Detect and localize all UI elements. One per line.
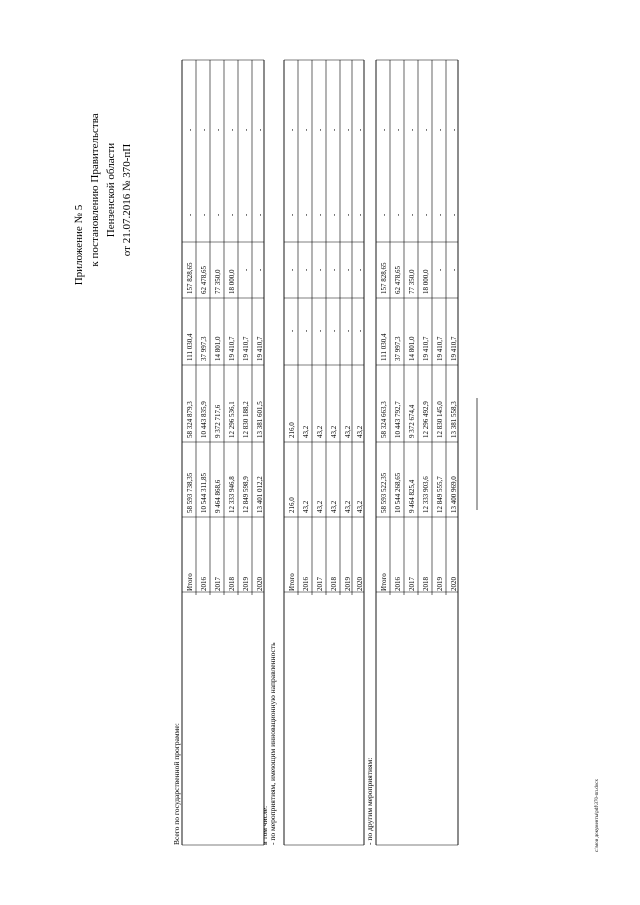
- section-label: в том числе:: [260, 805, 269, 845]
- cell-c3: -: [316, 268, 324, 272]
- cell-c2: 111 030,4: [380, 333, 388, 361]
- cell-year: 2020: [256, 577, 264, 591]
- cell-total: 216,0: [288, 497, 296, 513]
- cell-c4: -: [256, 213, 264, 217]
- cell-c1: 43,2: [316, 425, 324, 438]
- cell-c2: 19 410,7: [422, 336, 430, 361]
- cell-c1: 10 443 792,7: [394, 401, 402, 438]
- section-table-1: [172, 60, 264, 845]
- cell-c4: -: [316, 213, 324, 217]
- cell-total: 12 333 946,8: [228, 476, 236, 513]
- cell-year: 2017: [214, 577, 222, 591]
- cell-c3: -: [302, 268, 310, 272]
- cell-c1: 12 830 188,2: [242, 401, 250, 438]
- cell-c4: -: [394, 213, 402, 217]
- funding-tables: [172, 60, 458, 845]
- cell-c2: -: [330, 329, 338, 333]
- cell-c1: 43,2: [302, 425, 310, 438]
- cell-c3: 157 828,65: [186, 262, 194, 294]
- cell-c5: -: [200, 128, 208, 132]
- cell-c4: -: [288, 213, 296, 217]
- cell-c4: -: [214, 213, 222, 217]
- cell-total: 12 849 598,9: [242, 476, 250, 513]
- cell-c2: 14 801,0: [214, 336, 222, 361]
- cell-year: Итого: [380, 573, 388, 591]
- cell-year: 2016: [200, 577, 208, 591]
- section-table-2: [260, 60, 364, 845]
- cell-c1: 9 372 717,6: [214, 404, 222, 438]
- cell-c4: -: [302, 213, 310, 217]
- cell-total: 9 464 868,6: [214, 479, 222, 513]
- cell-c1: 216,0: [288, 422, 296, 438]
- cell-c4: -: [436, 213, 444, 217]
- cell-c1: 13 381 601,5: [256, 401, 264, 438]
- cell-total: 43,2: [344, 500, 352, 513]
- cell-year: Итого: [186, 573, 194, 591]
- cell-year: 2018: [330, 577, 338, 591]
- cell-c5: -: [422, 128, 430, 132]
- cell-c1: 43,2: [356, 425, 364, 438]
- section-label: Всего по государственной программе:: [172, 723, 181, 845]
- cell-c3: -: [288, 268, 296, 272]
- cell-c5: -: [408, 128, 416, 132]
- cell-c4: -: [330, 213, 338, 217]
- header-line-4: от 21.07.2016 № 370-пП: [121, 143, 133, 257]
- cell-c1: 58 324 879,3: [186, 401, 194, 438]
- cell-total: 10 544 311,85: [200, 473, 208, 513]
- cell-c2: 111 030,4: [186, 333, 194, 361]
- cell-c3: -: [344, 268, 352, 272]
- section-label: - по мероприятиям, имеющим инновационную направленность: [268, 642, 277, 845]
- cell-year: 2017: [316, 577, 324, 591]
- cell-c2: 14 801,0: [408, 336, 416, 361]
- cell-c3: -: [356, 268, 364, 272]
- cell-c4: -: [344, 213, 352, 217]
- cell-c2: -: [316, 329, 324, 333]
- cell-c2: -: [288, 329, 296, 333]
- cell-c2: 19 410,7: [242, 336, 250, 361]
- cell-c3: -: [436, 268, 444, 272]
- cell-year: 2016: [394, 577, 402, 591]
- cell-total: 10 544 268,65: [394, 472, 402, 513]
- header-line-1: Приложение № 5: [73, 204, 85, 286]
- cell-c1: 10 443 835,9: [200, 401, 208, 438]
- cell-c3: 77 350,0: [408, 269, 416, 294]
- cell-c5: -: [256, 128, 264, 132]
- cell-year: 2016: [302, 577, 310, 591]
- cell-c3: -: [256, 268, 264, 272]
- cell-c2: -: [356, 329, 364, 333]
- cell-c4: -: [242, 213, 250, 217]
- footer-file-path: c:\мои документы\pdf\370-пп.docx: [595, 779, 600, 852]
- cell-c1: 43,2: [344, 425, 352, 438]
- header-line-3: Пензенской области: [105, 142, 117, 238]
- cell-c4: -: [356, 213, 364, 217]
- section-label: - по другим мероприятиям:: [365, 757, 374, 845]
- cell-c5: -: [356, 128, 364, 132]
- cell-c5: -: [344, 128, 352, 132]
- cell-c3: -: [242, 268, 250, 272]
- cell-c4: -: [380, 213, 388, 217]
- cell-year: 2019: [436, 577, 444, 591]
- cell-year: 2018: [228, 577, 236, 591]
- cell-c4: -: [228, 213, 236, 217]
- cell-c5: -: [380, 128, 388, 132]
- cell-c1: 12 296 492,9: [422, 401, 430, 438]
- cell-total: 43,2: [316, 500, 324, 513]
- cell-c4: -: [408, 213, 416, 217]
- cell-total: 13 400 969,0: [450, 476, 458, 513]
- cell-c4: -: [450, 213, 458, 217]
- cell-total: 58 593 522,35: [380, 472, 388, 513]
- cell-c4: -: [200, 213, 208, 217]
- cell-total: 12 849 555,7: [436, 476, 444, 513]
- cell-c3: 157 828,65: [380, 262, 388, 294]
- cell-c1: 58 324 663,3: [380, 401, 388, 438]
- cell-c5: -: [288, 128, 296, 132]
- cell-total: 58 593 738,35: [186, 472, 194, 513]
- cell-total: 12 333 903,6: [422, 476, 430, 513]
- cell-c1: 9 372 674,4: [408, 404, 416, 438]
- cell-c1: 12 296 536,1: [228, 401, 236, 438]
- cell-c2: 19 410,7: [450, 336, 458, 361]
- cell-c3: 62 478,65: [394, 266, 402, 294]
- cell-c5: -: [228, 128, 236, 132]
- cell-total: 9 464 825,4: [408, 479, 416, 513]
- cell-c3: -: [330, 268, 338, 272]
- appendix-header: [73, 113, 133, 285]
- cell-year: 2017: [408, 577, 416, 591]
- cell-c1: 13 381 558,3: [450, 401, 458, 438]
- cell-total: 43,2: [302, 500, 310, 513]
- cell-c5: -: [316, 128, 324, 132]
- cell-year: 2020: [356, 577, 364, 591]
- cell-c5: -: [450, 128, 458, 132]
- section-table-3: [365, 60, 458, 845]
- cell-c5: -: [214, 128, 222, 132]
- cell-c3: -: [450, 268, 458, 272]
- cell-c2: 37 997,3: [200, 336, 208, 361]
- cell-year: 2020: [450, 577, 458, 591]
- cell-c3: 18 000,0: [422, 269, 430, 294]
- cell-c5: -: [242, 128, 250, 132]
- cell-c5: -: [330, 128, 338, 132]
- cell-total: 43,2: [356, 500, 364, 513]
- cell-c3: 77 350,0: [214, 269, 222, 294]
- cell-c4: -: [186, 213, 194, 217]
- cell-c1: 43,2: [330, 425, 338, 438]
- cell-year: 2019: [242, 577, 250, 591]
- cell-c3: 62 478,65: [200, 266, 208, 294]
- header-line-2: к постановлению Правительства: [89, 113, 101, 267]
- cell-c2: 19 410,7: [436, 336, 444, 361]
- cell-c2: 19 410,7: [256, 336, 264, 361]
- cell-c5: -: [436, 128, 444, 132]
- cell-c1: 12 830 145,0: [436, 401, 444, 438]
- cell-c3: 18 000,0: [228, 269, 236, 294]
- cell-c2: 19 410,7: [228, 336, 236, 361]
- cell-c4: -: [422, 213, 430, 217]
- cell-c2: -: [344, 329, 352, 333]
- cell-total: 13 401 012,2: [256, 476, 264, 513]
- cell-c2: 37 997,3: [394, 336, 402, 361]
- cell-year: 2019: [344, 577, 352, 591]
- cell-total: 43,2: [330, 500, 338, 513]
- cell-c5: -: [186, 128, 194, 132]
- cell-c5: -: [302, 128, 310, 132]
- cell-year: 2018: [422, 577, 430, 591]
- cell-year: Итого: [288, 573, 296, 591]
- cell-c5: -: [394, 128, 402, 132]
- cell-c2: -: [302, 329, 310, 333]
